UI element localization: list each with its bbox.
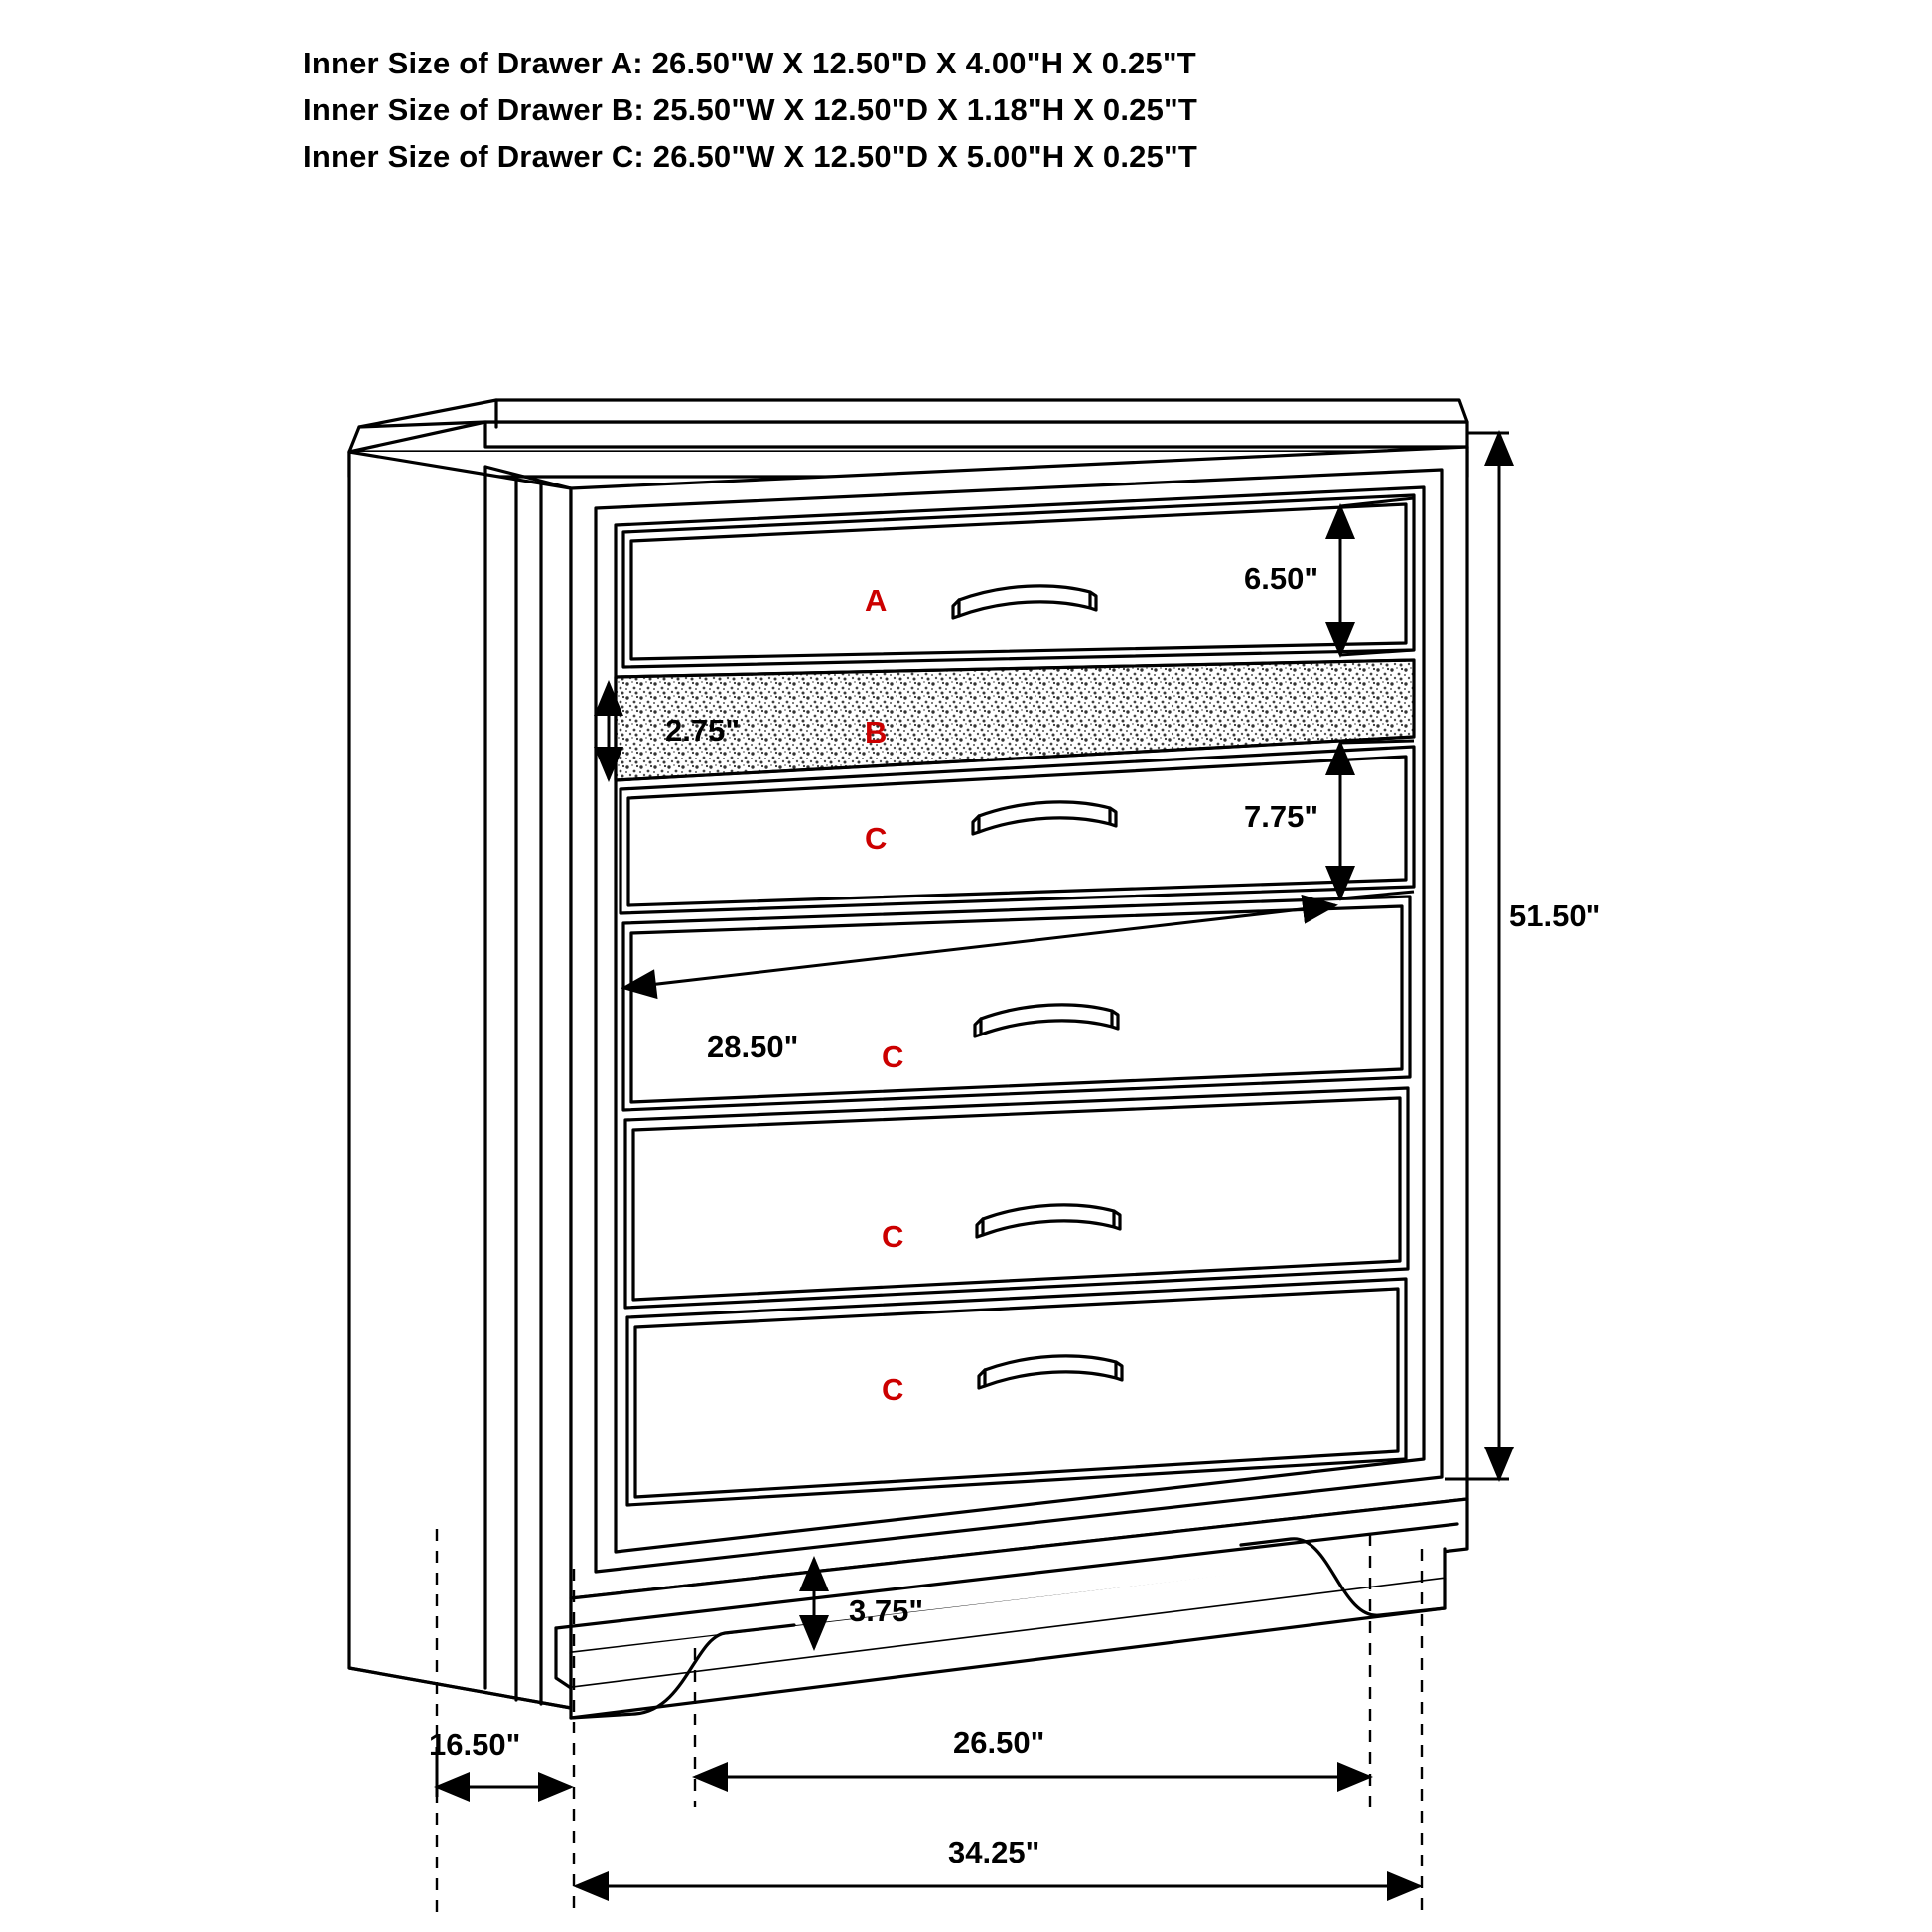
- drawer-label-c-3: C: [882, 1219, 904, 1254]
- drawer-label-a: A: [865, 583, 888, 618]
- dimension-front-width: 26.50": [953, 1725, 1045, 1760]
- drawer-label-c-2: C: [882, 1039, 904, 1074]
- dimension-drawer-a-height: 6.50": [1244, 561, 1319, 596]
- spec-line-drawer-c: Inner Size of Drawer C: 26.50"W X 12.50"D X 5.00"H X 0.25"T: [303, 139, 1198, 175]
- dimension-total-width: 34.25": [948, 1835, 1040, 1869]
- dimension-depth: 16.50": [429, 1727, 521, 1762]
- drawer-label-b: B: [865, 715, 888, 750]
- spec-line-drawer-b: Inner Size of Drawer B: 25.50"W X 12.50"D X 1.18"H X 0.25"T: [303, 92, 1198, 128]
- drawer-label-c-4: C: [882, 1372, 904, 1407]
- drawer-label-c-1: C: [865, 821, 888, 856]
- dimension-drawer-c-height: 7.75": [1244, 799, 1319, 834]
- dimension-total-height: 51.50": [1509, 898, 1601, 933]
- dimension-leg-height: 3.75": [849, 1593, 924, 1628]
- dimension-drawer-b-height: 2.75": [665, 713, 741, 748]
- spec-line-drawer-a: Inner Size of Drawer A: 26.50"W X 12.50"D X 4.00"H X 0.25"T: [303, 46, 1196, 80]
- dimension-drawer-inner-width: 28.50": [707, 1030, 799, 1064]
